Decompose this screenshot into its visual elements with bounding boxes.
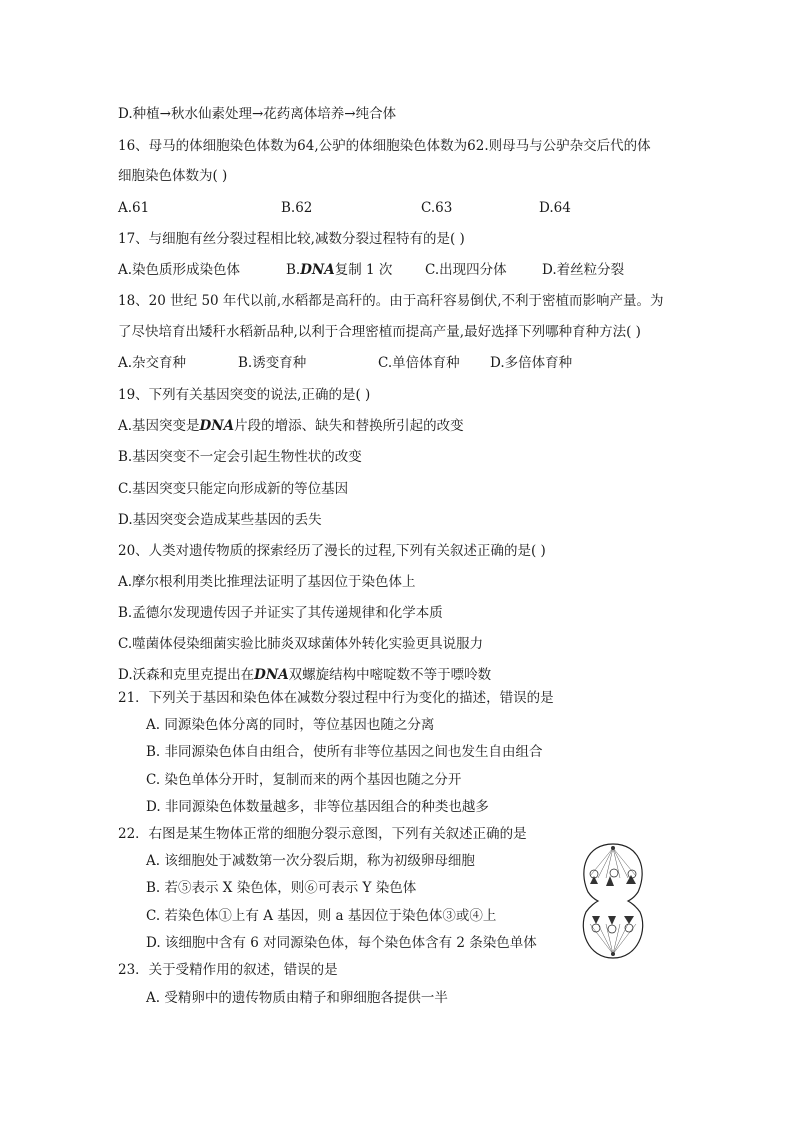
q18-option-d: D.多倍体育种 <box>490 355 573 371</box>
q20-option-d: D.沃森和克里克提出在DNA双螺旋结构中嘧啶数不等于嘌呤数 <box>118 667 492 683</box>
q19-option-a: A.基因突变是DNA片段的增添、缺失和替换所引起的改变 <box>118 418 464 434</box>
q22-option-b: B. 若⑤表示 X 染色体，则⑥可表示 Y 染色体 <box>146 880 417 896</box>
q22-option-c: C. 若染色体①上有 A 基因，则 a 基因位于染色体③或④上 <box>146 908 497 924</box>
q20-option-b: B.孟德尔发现遗传因子并证实了其传递规律和化学本质 <box>118 605 443 621</box>
question-18-stem-cont: 了尽快培育出矮秆水稻新品种,以利于合理密植而提高产量,最好选择下列哪种育种方法( ) <box>118 324 641 340</box>
question-20-stem: 20、人类对遗传物质的探索经历了漫长的过程,下列有关叙述正确的是( ) <box>118 543 546 559</box>
q21-option-c: C. 染色单体分开时，复制而来的两个基因也随之分开 <box>146 772 462 788</box>
q17-option-a: A.染色质形成染色体 <box>118 262 241 278</box>
q17-option-c: C.出现四分体 <box>425 262 507 278</box>
q22-option-a: A. 该细胞处于减数第一次分裂后期，称为初级卵母细胞 <box>146 853 475 869</box>
option-d-line: D.种植→秋水仙素处理→花药离体培养→纯合体 <box>118 106 397 122</box>
q17-option-d: D.着丝粒分裂 <box>542 262 625 278</box>
q19-option-d: D.基因突变会造成某些基因的丢失 <box>118 512 322 528</box>
q18-option-c: C.单倍体育种 <box>378 355 460 371</box>
q20-option-c: C.噬菌体侵染细菌实验比肺炎双球菌体外转化实验更具说服力 <box>118 636 484 652</box>
q21-option-d: D. 非同源染色体数量越多，非等位基因组合的种类也越多 <box>146 799 489 815</box>
question-22-stem: 22．右图是某生物体正常的细胞分裂示意图，下列有关叙述正确的是 <box>118 826 527 842</box>
q16-option-a: A.61 <box>118 200 150 216</box>
q20-option-a: A.摩尔根利用类比推理法证明了基因位于染色体上 <box>118 574 416 590</box>
q21-option-a: A. 同源染色体分离的同时，等位基因也随之分离 <box>146 717 435 733</box>
question-19-stem: 19、下列有关基因突变的说法,正确的是( ) <box>118 387 371 403</box>
q19-option-c: C.基因突变只能定向形成新的等位基因 <box>118 481 349 497</box>
q18-option-b: B.诱变育种 <box>238 355 307 371</box>
question-21-stem: 21．下列关于基因和染色体在减数分裂过程中行为变化的描述，错误的是 <box>118 690 554 706</box>
question-16-stem-cont: 细胞染色体数为( ) <box>118 168 228 184</box>
question-23-stem: 23．关于受精作用的叙述，错误的是 <box>118 962 338 978</box>
q19-option-b: B.基因突变不一定会引起生物性状的改变 <box>118 449 362 465</box>
q21-option-b: B. 非同源染色体自由组合，使所有非等位基因之间也发生自由组合 <box>146 744 543 760</box>
q22-option-d: D. 该细胞中含有 6 对同源染色体，每个染色体含有 2 条染色单体 <box>146 935 537 951</box>
question-16-stem: 16、母马的体细胞染色体数为64,公驴的体细胞染色体数为62.则母马与公驴杂交后代的体 <box>118 138 651 154</box>
q16-option-b: B.62 <box>281 200 313 216</box>
q18-option-a: A.杂交育种 <box>118 355 187 371</box>
cell-division-figure <box>576 840 650 962</box>
q16-option-d: D.64 <box>539 200 571 216</box>
question-17-stem: 17、与细胞有丝分裂过程相比较,减数分裂过程特有的是( ) <box>118 231 465 247</box>
q16-option-c: C.63 <box>421 200 453 216</box>
q17-option-b: B.DNA复制 1 次 <box>286 262 393 278</box>
question-18-stem: 18、20 世纪 50 年代以前,水稻都是高秆的。由于高秆容易倒伏,不利于密植而影响产量。为 <box>118 293 664 309</box>
q23-option-a: A. 受精卵中的遗传物质由精子和卵细胞各提供一半 <box>146 990 448 1006</box>
